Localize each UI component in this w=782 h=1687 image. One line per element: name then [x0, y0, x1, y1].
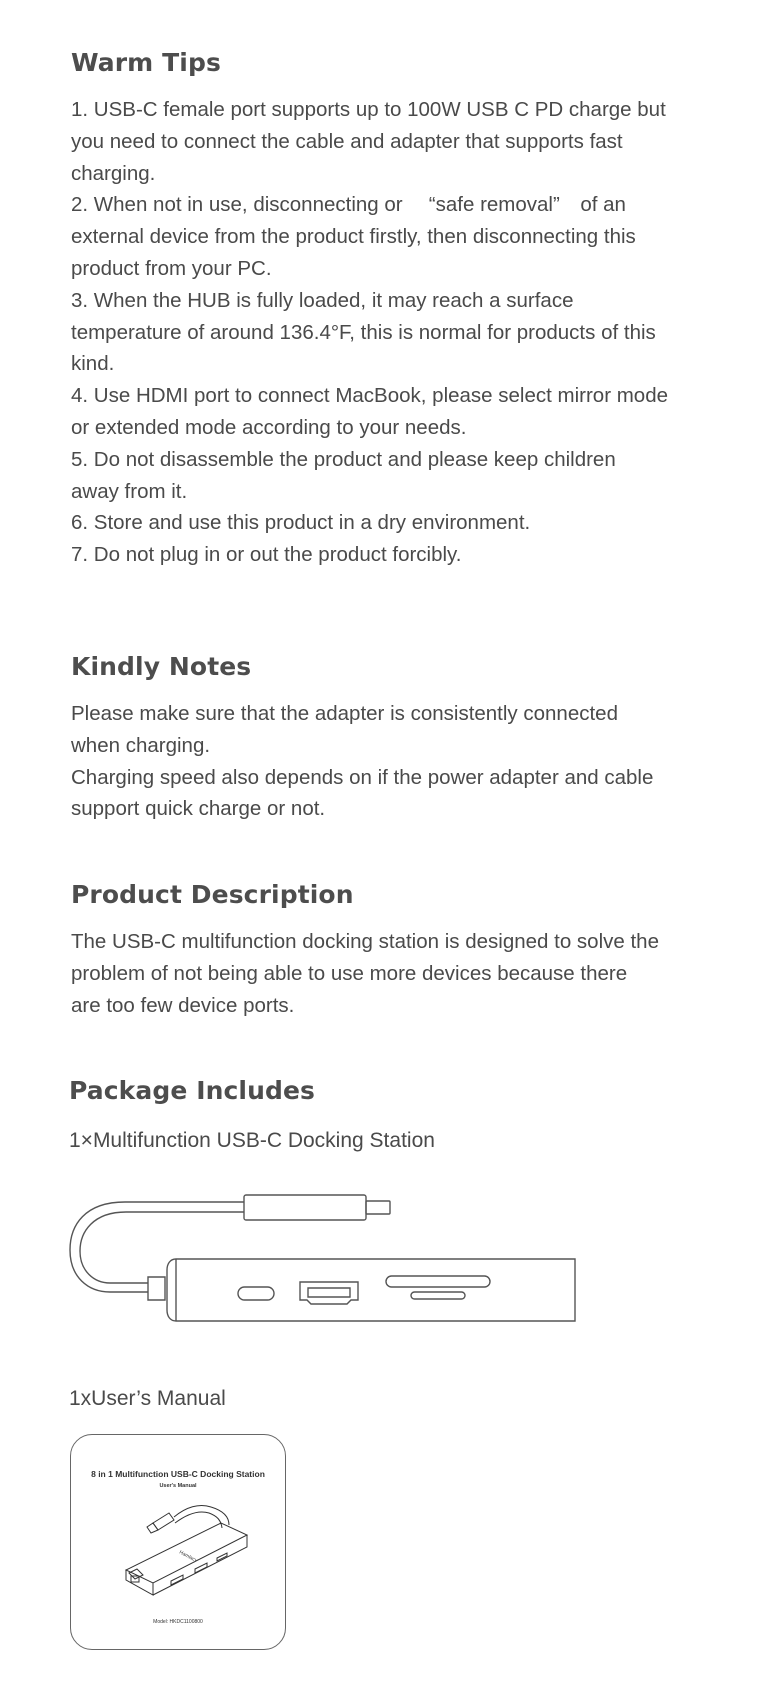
kindly-notes-heading: Kindly Notes — [71, 652, 252, 681]
warm-tips-heading: Warm Tips — [71, 48, 221, 77]
warm-tips-line: charging. — [71, 161, 156, 185]
product-description-line: The USB-C multifunction docking station is designed to solve the — [71, 930, 659, 953]
warm-tips-line: 3. When the HUB is fully loaded, it may reach a surface — [71, 288, 574, 312]
warm-tips-line: 6. Store and use this product in a dry environment. — [71, 511, 531, 535]
package-includes-section — [69, 1076, 729, 1153]
kindly-notes-line: Charging speed also depends on if the power adapter and cable — [71, 765, 654, 789]
kindly-notes-body — [71, 698, 731, 825]
usb-c-plug-icon — [244, 1195, 366, 1220]
kindly-notes-line: when charging. — [71, 733, 211, 757]
manual-model: Model: HKDC1100800 — [153, 1619, 203, 1625]
manual-title: 8 in 1 Multifunction USB-C Docking Station — [91, 1469, 265, 1479]
hdmi-port-icon — [300, 1282, 358, 1304]
usb-c-port-icon — [238, 1287, 274, 1300]
tf-card-slot-icon — [411, 1292, 465, 1299]
warm-tips-line: 4. Use HDMI port to connect MacBook, please select mirror mode — [71, 384, 669, 408]
kindly-notes-line: Please make sure that the adapter is consistently connected — [71, 702, 618, 725]
manual-card — [70, 1434, 286, 1650]
manual-subtitle: User's Manual — [159, 1483, 197, 1489]
warm-tips-line: external device from the product firstly, then disconnecting this — [71, 225, 636, 249]
warm-tips-line: product from your PC. — [71, 256, 272, 280]
warm-tips-line: 7. Do not plug in or out the product forcibly. — [71, 543, 462, 567]
kindly-notes-section — [71, 652, 731, 825]
hub-body-icon — [167, 1259, 575, 1321]
warm-tips-line: away from it. — [71, 479, 188, 503]
warm-tips-line: kind. — [71, 352, 115, 376]
product-description-line: are too few device ports. — [71, 993, 295, 1017]
warm-tips-line: or extended mode according to your needs. — [71, 415, 467, 439]
warm-tips-line: you need to connect the cable and adapter that supports fast — [71, 129, 623, 153]
warm-tips-section — [71, 48, 731, 571]
cable-icon — [70, 1202, 244, 1292]
sd-card-slot-icon — [386, 1276, 490, 1287]
warm-tips-line: temperature of around 136.4°F, this is normal for products of this — [71, 320, 656, 344]
warm-tips-line: 5. Do not disassemble the product and please keep children — [71, 447, 616, 471]
product-description-section — [71, 880, 731, 1021]
warm-tips-line: 1. USB-C female port supports up to 100W USB C PD charge but — [71, 98, 666, 121]
product-description-heading: Product Description — [71, 880, 354, 909]
product-description-body — [71, 926, 731, 1021]
kindly-notes-line: support quick charge or not. — [71, 797, 326, 821]
warm-tips-body — [71, 94, 731, 571]
package-item-docking-station: 1×Multifunction USB-C Docking Station — [69, 1129, 435, 1152]
manual-brand: Hamlacy — [178, 1549, 199, 1564]
product-description-line: problem of not being able to use more devices because there — [71, 961, 628, 985]
package-item-manual: 1xUser’s Manual — [69, 1387, 226, 1410]
package-includes-heading: Package Includes — [69, 1076, 316, 1105]
warm-tips-line: 2. When not in use, disconnecting or “safe removal” of an — [71, 193, 626, 217]
